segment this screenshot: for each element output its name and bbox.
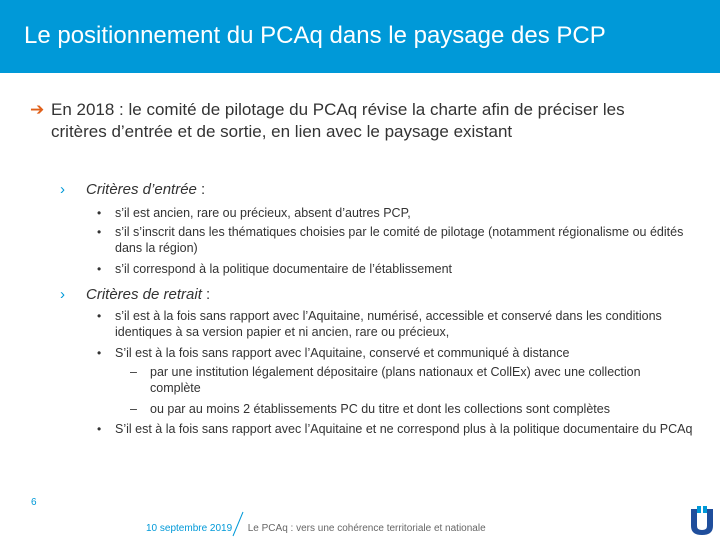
university-u-logo bbox=[688, 506, 716, 538]
exit-heading-label: Critères de retrait bbox=[86, 286, 202, 303]
chevron-right-icon: › bbox=[60, 181, 65, 198]
exit-criteria-heading bbox=[60, 285, 680, 304]
page-number: 6 bbox=[31, 497, 37, 508]
intro-text: En 2018 : le comité de pilotage du PCAq révise la charte afin de préciser les critères d’entrée et de sortie, en lien avec le paysage existant bbox=[51, 100, 625, 141]
exit-item: • S’il est à la fois sans rapport avec l’Aquitaine et ne correspond plus à la politique documentaire du PCAq bbox=[97, 422, 693, 436]
slide-title: Le positionnement du PCAq dans le paysage des PCP bbox=[24, 22, 606, 49]
exit-sub-item: – par une institution légalement dépositaire (plans nationaux et CollEx) avec une collection complète bbox=[130, 365, 641, 395]
footer bbox=[146, 523, 486, 534]
intro-paragraph bbox=[30, 99, 670, 143]
footer-caption: Le PCAq : vers une cohérence territoriale et nationale bbox=[247, 523, 486, 534]
footer-date: 10 septembre 2019 bbox=[146, 523, 233, 534]
arrow-right-icon: ➔ bbox=[30, 100, 45, 119]
bullet-icon: • bbox=[97, 309, 102, 323]
chevron-right-icon: › bbox=[60, 286, 65, 303]
exit-item: • S’il est à la fois sans rapport avec l’Aquitaine, conservé et communiqué à distance bbox=[97, 346, 570, 360]
entry-item: • s’il s’inscrit dans les thématiques choisies par le comité de pilotage (notamment régionalisme ou édités dans la région) bbox=[97, 225, 684, 255]
bullet-icon: • bbox=[97, 225, 102, 239]
bullet-icon: • bbox=[97, 206, 102, 220]
bullet-icon: • bbox=[97, 422, 102, 436]
exit-heading-suffix: : bbox=[201, 286, 211, 303]
exit-item: • s’il est à la fois sans rapport avec l’Aquitaine, numérisé, accessible et conservé dans les conditions identiques à sa version papier et ni ancien, rare ou précieux, bbox=[97, 309, 662, 339]
entry-heading-label: Critères d’entrée bbox=[86, 181, 197, 198]
dash-icon: – bbox=[130, 365, 137, 379]
bullet-icon: • bbox=[97, 346, 102, 360]
bullet-icon: • bbox=[97, 262, 102, 276]
dash-icon: – bbox=[130, 402, 137, 416]
entry-item: • s’il correspond à la politique documentaire de l’établissement bbox=[97, 262, 452, 276]
entry-item: • s’il est ancien, rare ou précieux, absent d’autres PCP, bbox=[97, 206, 411, 220]
exit-sub-item: – ou par au moins 2 établissements PC du titre et dont les collections sont complètes bbox=[130, 402, 610, 416]
entry-criteria-heading bbox=[60, 180, 680, 199]
entry-heading-suffix: : bbox=[196, 181, 206, 198]
